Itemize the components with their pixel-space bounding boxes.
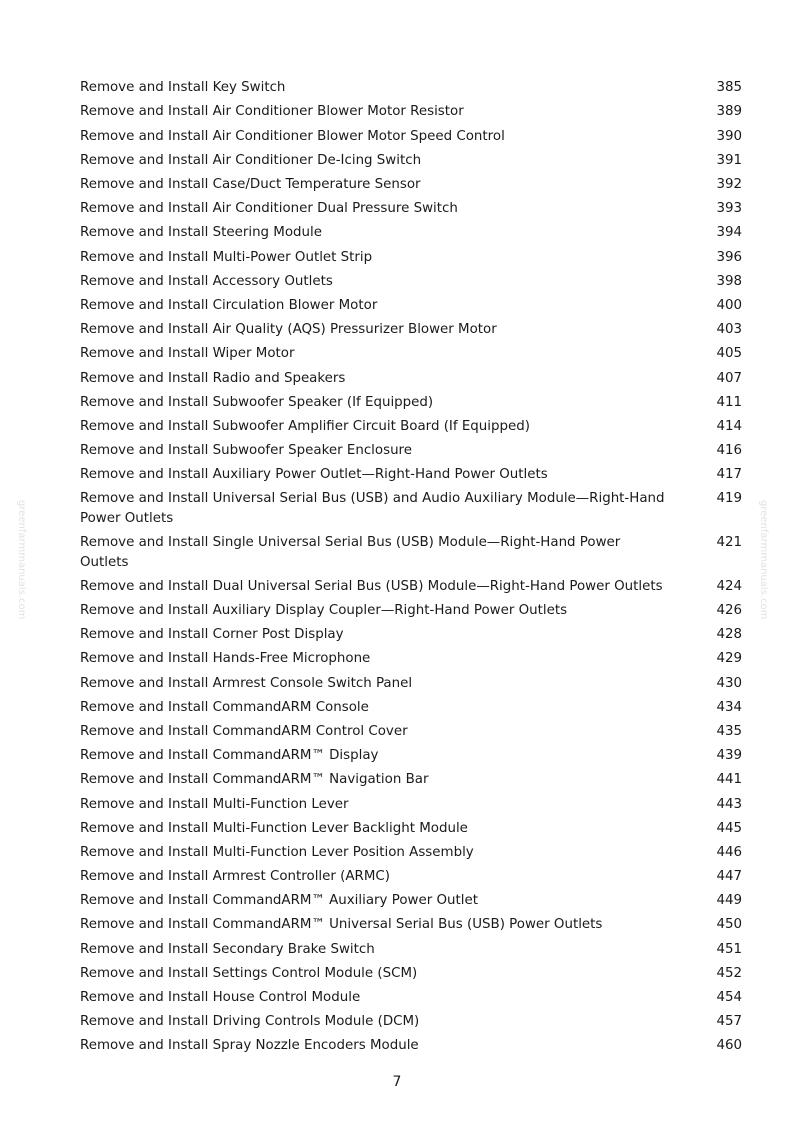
toc-entry-page: 430 xyxy=(716,675,742,691)
toc-entry-page: 385 xyxy=(716,80,742,96)
toc-entry[interactable] xyxy=(80,124,742,148)
toc-entry[interactable] xyxy=(80,270,742,294)
toc-entry-page: 426 xyxy=(716,603,742,619)
toc-entry-page: 428 xyxy=(716,627,742,643)
toc-entry-title: Remove and Install Multi-Power Outlet Strip xyxy=(80,249,373,265)
toc-entry[interactable] xyxy=(80,937,742,961)
toc-entry-page: 454 xyxy=(716,990,742,1006)
toc-entry-page: 394 xyxy=(716,225,742,241)
toc-entry-title: Remove and Install Secondary Brake Switch xyxy=(80,941,375,957)
toc-entry[interactable] xyxy=(80,647,742,671)
toc-entry-page: 407 xyxy=(716,370,742,386)
toc-entry-page: 396 xyxy=(716,249,742,265)
toc-entry-title: Remove and Install Wiper Motor xyxy=(80,346,295,362)
toc-entry[interactable] xyxy=(80,1034,742,1058)
toc-entry-page: 400 xyxy=(716,297,742,313)
toc-entry-page: 403 xyxy=(716,322,742,338)
toc-entry-title: Remove and Install Settings Control Module (SCM) xyxy=(80,965,418,981)
toc-entry[interactable] xyxy=(80,294,742,318)
toc-entry[interactable] xyxy=(80,1010,742,1034)
toc-entry[interactable] xyxy=(80,318,742,342)
toc-entry[interactable] xyxy=(80,696,742,720)
toc-entry-page: 424 xyxy=(716,578,742,594)
toc-entry-title: Remove and Install Auxiliary Power Outlet—Right-Hand Power Outlets xyxy=(80,467,548,483)
toc-entry-page: 441 xyxy=(716,772,742,788)
toc-entry-title: Remove and Install Armrest Console Switch Panel xyxy=(80,675,413,691)
toc-entry-page: 434 xyxy=(716,699,742,715)
toc-entry[interactable] xyxy=(80,889,742,913)
toc-entry[interactable] xyxy=(80,841,742,865)
toc-entry-title: Remove and Install Air Conditioner Blower Motor Resistor xyxy=(80,104,464,120)
toc-entry[interactable] xyxy=(80,986,742,1010)
toc-entry[interactable] xyxy=(80,531,742,575)
toc-entry-title: Remove and Install Single Universal Serial Bus (USB) Module—Right-Hand Power Outlets xyxy=(80,535,621,570)
toc-entry-page: 450 xyxy=(716,917,742,933)
toc-entry-title: Remove and Install Multi-Function Lever Backlight Module xyxy=(80,820,468,836)
toc-entry-page: 392 xyxy=(716,177,742,193)
toc-entry-title: Remove and Install Key Switch xyxy=(80,80,286,96)
toc-entry-title: Remove and Install Air Conditioner Blower Motor Speed Control xyxy=(80,128,505,144)
toc-entry-title: Remove and Install Circulation Blower Motor xyxy=(80,297,378,313)
toc-entry-page: 417 xyxy=(716,467,742,483)
toc-entry-page: 393 xyxy=(716,201,742,217)
toc-entry-page: 405 xyxy=(716,346,742,362)
toc-entry[interactable] xyxy=(80,720,742,744)
toc-entry-title: Remove and Install CommandARM™ Auxiliary Power Outlet xyxy=(80,893,478,909)
toc-entry-title: Remove and Install House Control Module xyxy=(80,990,361,1006)
toc-entry-title: Remove and Install CommandARM Console xyxy=(80,699,369,715)
toc-entry-title: Remove and Install CommandARM™ Universal Serial Bus (USB) Power Outlets xyxy=(80,917,603,933)
toc-entry[interactable] xyxy=(80,463,742,487)
toc-entry[interactable] xyxy=(80,390,742,414)
toc-entry[interactable] xyxy=(80,913,742,937)
toc-entry-title: Remove and Install Subwoofer Speaker Enclosure xyxy=(80,443,413,459)
toc-entry[interactable] xyxy=(80,342,742,366)
table-of-contents xyxy=(80,76,742,1058)
toc-entry-page: 460 xyxy=(716,1038,742,1054)
toc-entry-page: 421 xyxy=(716,535,742,551)
toc-entry-title: Remove and Install Accessory Outlets xyxy=(80,273,333,289)
toc-entry[interactable] xyxy=(80,149,742,173)
toc-entry-page: 390 xyxy=(716,128,742,144)
toc-entry-title: Remove and Install Case/Duct Temperature Sensor xyxy=(80,177,421,193)
toc-entry[interactable] xyxy=(80,366,742,390)
toc-entry-title: Remove and Install Air Conditioner Dual Pressure Switch xyxy=(80,201,458,217)
toc-entry-title: Remove and Install Spray Nozzle Encoders Module xyxy=(80,1038,419,1054)
toc-entry-page: 447 xyxy=(716,869,742,885)
toc-entry-page: 443 xyxy=(716,796,742,812)
toc-entry-title: Remove and Install Radio and Speakers xyxy=(80,370,346,386)
toc-entry-page: 439 xyxy=(716,748,742,764)
toc-entry-title: Remove and Install CommandARM Control Cover xyxy=(80,723,408,739)
toc-entry-page: 457 xyxy=(716,1014,742,1030)
toc-entry[interactable] xyxy=(80,623,742,647)
toc-entry[interactable] xyxy=(80,221,742,245)
page-number: 7 xyxy=(392,1074,402,1090)
toc-entry-title: Remove and Install CommandARM™ Display xyxy=(80,748,379,764)
toc-entry-title: Remove and Install Multi-Function Lever xyxy=(80,796,349,812)
toc-entry-page: 398 xyxy=(716,273,742,289)
toc-entry-page: 449 xyxy=(716,893,742,909)
toc-entry[interactable] xyxy=(80,76,742,100)
toc-entry-page: 446 xyxy=(716,844,742,860)
toc-entry-title: Remove and Install Multi-Function Lever Position Assembly xyxy=(80,844,474,860)
toc-entry[interactable] xyxy=(80,768,742,792)
toc-entry[interactable] xyxy=(80,816,742,840)
watermark-right: greenfarmmanuals.com xyxy=(758,500,769,620)
toc-entry-title: Remove and Install Air Conditioner De-Icing Switch xyxy=(80,152,422,168)
toc-entry[interactable] xyxy=(80,415,742,439)
toc-entry-title: Remove and Install CommandARM™ Navigation Bar xyxy=(80,772,429,788)
toc-entry-page: 389 xyxy=(716,104,742,120)
toc-entry[interactable] xyxy=(80,792,742,816)
toc-entry-page: 435 xyxy=(716,723,742,739)
toc-entry[interactable] xyxy=(80,671,742,695)
toc-entry-title: Remove and Install Driving Controls Module (DCM) xyxy=(80,1014,420,1030)
toc-entry[interactable] xyxy=(80,575,742,599)
toc-entry[interactable] xyxy=(80,487,742,531)
toc-entry-page: 391 xyxy=(716,152,742,168)
toc-entry-title: Remove and Install Armrest Controller (ARMC) xyxy=(80,869,390,885)
toc-entry-page: 411 xyxy=(716,394,742,410)
toc-entry-page: 451 xyxy=(716,941,742,957)
toc-entry[interactable] xyxy=(80,962,742,986)
toc-entry-title: Remove and Install Auxiliary Display Coupler—Right-Hand Power Outlets xyxy=(80,603,568,619)
toc-entry[interactable] xyxy=(80,197,742,221)
watermark-left: greenfarmmanuals.com xyxy=(16,500,27,620)
toc-entry[interactable] xyxy=(80,865,742,889)
toc-entry-title: Remove and Install Air Quality (AQS) Pressurizer Blower Motor xyxy=(80,322,497,338)
toc-entry-page: 414 xyxy=(716,418,742,434)
toc-entry-title: Remove and Install Steering Module xyxy=(80,225,322,241)
toc-entry[interactable] xyxy=(80,100,742,124)
toc-entry-title: Remove and Install Subwoofer Speaker (If Equipped) xyxy=(80,394,434,410)
toc-entry-page: 445 xyxy=(716,820,742,836)
toc-entry-title: Remove and Install Hands-Free Microphone xyxy=(80,651,371,667)
toc-entry-title: Remove and Install Universal Serial Bus (USB) and Audio Auxiliary Module—Right-Hand Power Outlets xyxy=(80,491,665,526)
toc-entry-page: 452 xyxy=(716,965,742,981)
toc-entry-page: 416 xyxy=(716,443,742,459)
toc-entry[interactable] xyxy=(80,744,742,768)
toc-entry[interactable] xyxy=(80,439,742,463)
toc-entry-title: Remove and Install Corner Post Display xyxy=(80,627,344,643)
toc-entry-page: 419 xyxy=(716,491,742,507)
toc-entry[interactable] xyxy=(80,245,742,269)
toc-entry[interactable] xyxy=(80,173,742,197)
toc-entry-title: Remove and Install Subwoofer Amplifier Circuit Board (If Equipped) xyxy=(80,418,530,434)
toc-entry[interactable] xyxy=(80,599,742,623)
toc-entry-page: 429 xyxy=(716,651,742,667)
toc-entry-title: Remove and Install Dual Universal Serial Bus (USB) Module—Right-Hand Power Outlets xyxy=(80,578,663,594)
